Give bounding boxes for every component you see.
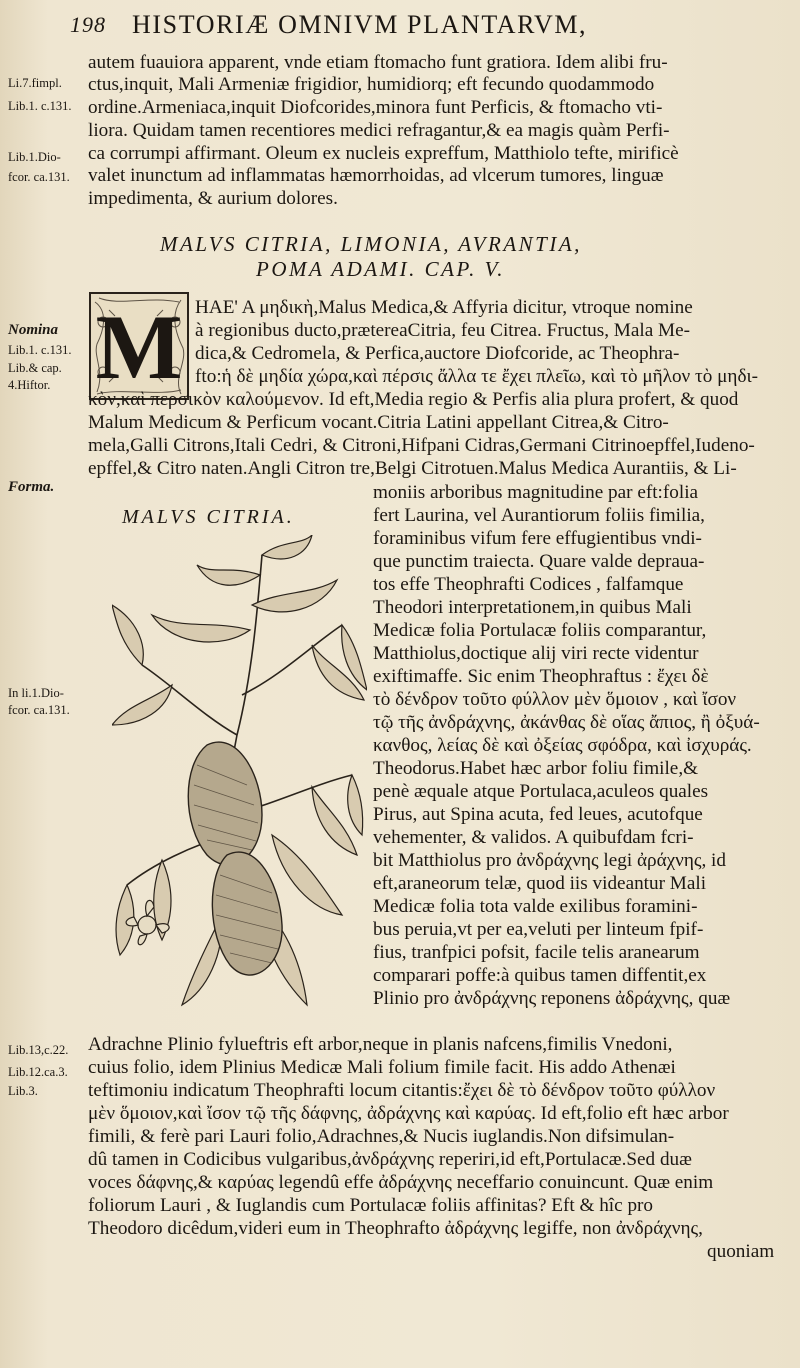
text-line: Medicæ folia tota valde exilibus foramini- xyxy=(373,896,698,917)
text-line: mela,Galli Citrons,Itali Cedri, & Citroni,Hifpani Cidras,Germani Citrinoepffel,Iudeno- xyxy=(88,435,755,456)
text-line: ca corrumpi affirmant. Oleum ex nucleis expreffum, Matthiolo tefte, mirificè xyxy=(88,143,679,164)
text-line: fimili, & ferè pari Lauri folio,Adrachnes,& Nucis iuglandis.Non difsimulan- xyxy=(88,1126,675,1147)
text-line: τὸ δένδρον τοῦτο φύλλον μὲν ὅμοιον , καὶ ἴσον xyxy=(373,689,737,710)
text-line: bus peruia,vt per ea,veluti per linteum fpif- xyxy=(373,919,704,940)
margin-note: Lib.12.ca.3. xyxy=(8,1065,68,1079)
text-line: Medicæ folia Portulacæ foliis comparantur, xyxy=(373,620,707,641)
chapter-title-line-1: MALVS CITRIA, LIMONIA, AVRANTIA, xyxy=(160,232,582,256)
running-title: HISTORIÆ OMNIVM PLANTARVM, xyxy=(132,10,588,39)
margin-note: Lib.13,c.22. xyxy=(8,1043,69,1057)
text-line: cuius folio, idem Plinius Medicæ Mali folium fimile facit. His addo Athenæi xyxy=(88,1057,676,1078)
text-line: dica,& Cedromela, & Perfica,auctore Diofcoride, ac Theophra- xyxy=(195,343,680,364)
catchword: quoniam xyxy=(707,1241,775,1262)
text-line: à regionibus ducto,prætereaCitria, feu Citrea. Fructus, Mala Me- xyxy=(195,320,690,341)
text-line: HAE' A μηδικὴ,Malus Medica,& Affyria dicitur, vtroque nomine xyxy=(195,297,693,318)
margin-note: 4.Hiftor. xyxy=(8,378,51,392)
text-line: autem fuauiora apparent, vnde etiam ftomacho funt gratiora. Idem alibi fru- xyxy=(88,52,668,73)
text-line: comparari poffe:à quibus tamen diffentit,ex xyxy=(373,965,707,986)
text-line: κὸν,καὶ περσικὸν καλούμενον. Id eft,Media regio & Perfis alia plura profert, & quod xyxy=(88,389,739,410)
text-line: exiftimaffe. Sic enim Theophraftus : ἔχει δὲ xyxy=(373,666,709,687)
folio-number: 198 xyxy=(70,12,106,37)
text-line: foliorum Lauri , & Iuglandis cum Portulacæ foliis affinitas? Eft & hîc pro xyxy=(88,1195,654,1216)
text-line: bit Matthiolus pro ἀνδράχνης legi ἀράχνης, id xyxy=(373,850,726,871)
initial-letter: M xyxy=(95,296,183,398)
text-line: valet inunctum ad inflammatas hæmorrhoidas, ad vlcerum tumores, linguæ xyxy=(88,165,664,186)
decorated-initial xyxy=(89,292,189,400)
margin-note: Lib.& cap. xyxy=(8,361,62,375)
text-line: voces δάφνης,& καρύας legendû effe ἀδράχνης neceffario conuincunt. Quæ enim xyxy=(88,1172,714,1193)
margin-note: fcor. ca.131. xyxy=(8,703,70,717)
margin-heading: Forma. xyxy=(8,479,55,495)
margin-note: Li.7.fimpl. xyxy=(8,76,62,90)
margin-note: In li.1.Dio- xyxy=(8,686,64,700)
text-line: κανθος, λείας δὲ καὶ ὀξείας σφόδρα, καὶ ἰσχυράς. xyxy=(373,735,752,756)
figure-caption: MALVS CITRIA. xyxy=(122,506,295,528)
margin-note: Lib.1. c.131. xyxy=(8,343,72,357)
text-line: teftimoniu indicatum Theophrafti locum citantis:ἔχει δὲ τὸ δένδρον τοῦτο φύλλον xyxy=(88,1080,716,1101)
text-line: eft,araneorum telæ, quod iis videantur Mali xyxy=(373,873,707,894)
text-line: foraminibus vifum fere effugientibus vndi- xyxy=(373,528,702,549)
text-line: fert Laurina, vel Aurantiorum foliis fimilia, xyxy=(373,505,705,526)
text-line: μὲν ὅμοιον,καὶ ἴσον τῷ τῆς δάφνης, ἀδράχνης καὶ καρύας. Id eft,folio eft hæc arbor xyxy=(88,1103,729,1124)
text-line: ctus,inquit, Mali Armeniæ frigidior, humidiorq; eft fecundo quodammodo xyxy=(88,74,655,95)
text-line: Matthiolus,doctique alij viri recte videntur xyxy=(373,643,699,664)
text-line: epffel,& Citro naten.Angli Citron tre,Belgi Citrotuen.Malus Medica Aurantiis, & Li- xyxy=(88,458,737,479)
margin-note: fcor. ca.131. xyxy=(8,170,70,184)
text-line: ordine.Armeniaca,inquit Diofcorides,minora funt Perficis, & ftomacho vti- xyxy=(88,97,663,118)
text-line: Theodorus.Habet hæc arbor foliu fimile,& xyxy=(373,758,699,779)
text-line: fius, tranfpici pofsit, facile telis aranearum xyxy=(373,942,700,963)
citron-woodcut-illustration xyxy=(112,535,367,1015)
text-line: Plinio pro ἀνδράχνης reponens ἀδράχνης, quæ xyxy=(373,988,731,1009)
text-line: moniis arboribus magnitudine par eft:folia xyxy=(373,482,699,503)
margin-note: Lib.3. xyxy=(8,1084,38,1098)
text-line: tos effe Theophrafti Codices , falfamque xyxy=(373,574,684,595)
margin-note: Lib.1. c.131. xyxy=(8,99,72,113)
chapter-title-line-2: POMA ADAMI. CAP. V. xyxy=(256,257,505,281)
margin-note: Lib.1.Dio- xyxy=(8,150,61,164)
text-line: dû tamen in Codicibus vulgaribus,ἀνδράχνης reperiri,id eft,Portulacæ.Sed duæ xyxy=(88,1149,692,1170)
text-line: fto:ἡ δὲ μηδία χώρα,καὶ πέρσις ἄλλα τε ἔχει πλεῖω, καὶ τὸ μῆλον τὸ μηδι- xyxy=(195,366,759,387)
text-line: Malum Medicum & Perficum vocant.Citria Latini appellant Citrea,& Citro- xyxy=(88,412,669,433)
text-line: Adrachne Plinio fylueftris eft arbor,neque in planis nafcens,fimilis Vnedoni, xyxy=(88,1034,673,1055)
text-line: Theodori interpretationem,in quibus Mali xyxy=(373,597,692,618)
page-header xyxy=(70,8,790,48)
margin-heading: Nomina xyxy=(8,322,59,338)
text-line: Theodoro dicêdum,videri eum in Theophrafto ἀδράχνης legiffe, non ἀνδράχνης, xyxy=(88,1218,703,1239)
text-line: impedimenta, & aurium dolores. xyxy=(88,188,338,209)
text-line: τῷ τῆς ἀνδράχνης, ἀκάνθας δὲ οἵας ἄπιος, ἢ ὀξυά- xyxy=(373,712,760,733)
text-line: liora. Quidam tamen recentiores medici refragantur,& ea magis quàm Perfi- xyxy=(88,120,670,141)
text-line: que punctim traiecta. Quare valde deprauа- xyxy=(373,551,705,572)
text-line: vehementer, & validos. A quibufdam fcri- xyxy=(373,827,694,848)
text-line: penè æquale atque Portulaca,aculeos quales xyxy=(373,781,709,802)
text-line: Pirus, aut Spina acuta, fed leues, acutofque xyxy=(373,804,703,825)
